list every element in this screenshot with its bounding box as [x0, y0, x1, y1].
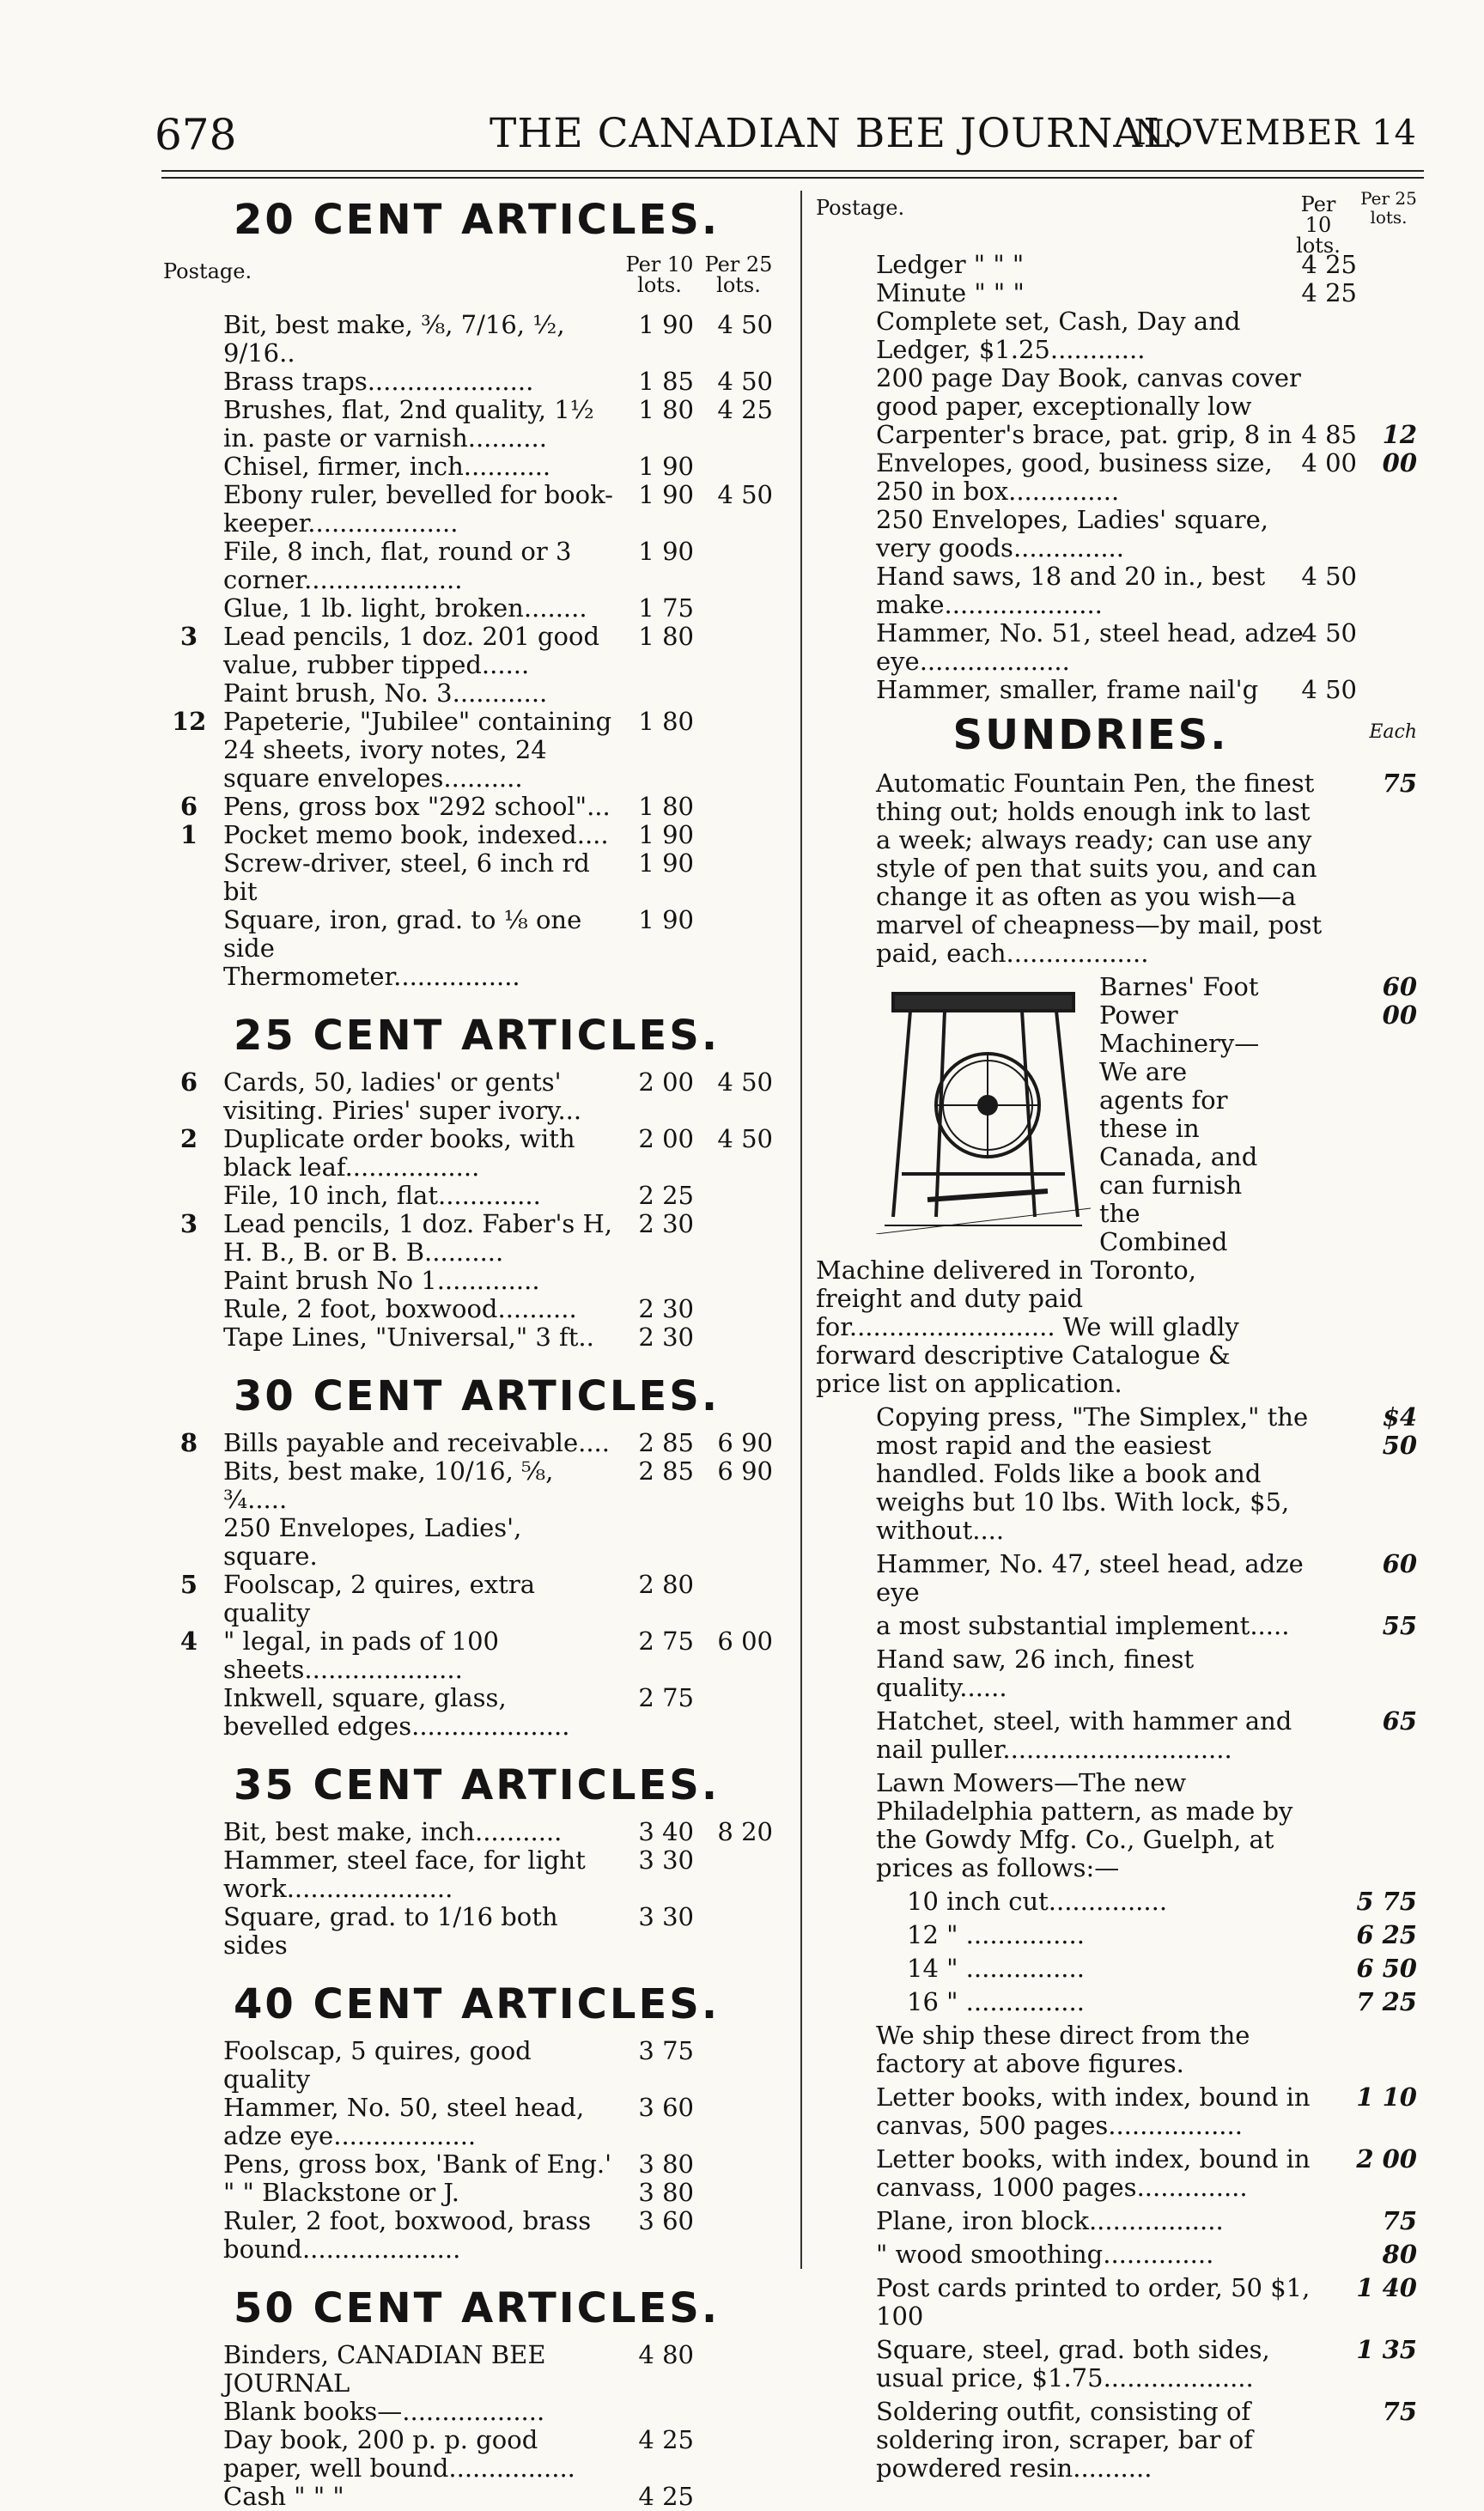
price-per-10: 1 90	[638, 848, 694, 878]
item-description: 10 inch cut...............	[907, 1887, 1168, 1916]
list-item	[816, 973, 1426, 1398]
list-item	[163, 2207, 790, 2264]
list-item	[163, 623, 790, 679]
item-description: Glue, 1 lb. light, broken........	[223, 593, 587, 623]
item-description: Letter books, with index, bound in canvas, 500 pages.................	[876, 2082, 1311, 2140]
list-item	[816, 2398, 1426, 2483]
list-item	[163, 821, 790, 849]
price-per-10: 2 85	[638, 1428, 694, 1457]
item-description: Lawn Mowers—The new Philadelphia pattern, as made by the Gowdy Mfg. Co., Guelph, at prices as follows:—	[876, 1768, 1293, 1882]
price-each: 5 75	[1356, 1887, 1417, 1916]
price-per-10: 4 25	[1301, 250, 1357, 279]
list-item	[163, 1323, 790, 1352]
item-description: Envelopes, good, business size, 250 in box..............	[876, 448, 1273, 506]
list-item	[163, 2037, 790, 2094]
item-description: Hammer, smaller, frame nail'g	[876, 675, 1259, 704]
item-description: 12 " ...............	[907, 1920, 1085, 1949]
list-item	[816, 251, 1426, 279]
list-item	[163, 1627, 790, 1684]
item-description: Ledger " " "	[876, 250, 1025, 279]
item-description: Foolscap, 2 quires, extra quality	[223, 1570, 535, 1627]
price-per-10: 4 25	[1301, 278, 1357, 307]
price-per-25: 6 90	[717, 1428, 773, 1457]
item-description: Blank books—..................	[223, 2397, 545, 2426]
price-each: $4 50	[1382, 1402, 1417, 1460]
page-number: 678	[155, 110, 237, 160]
item-description: Automatic Fountain Pen, the finest thing out; holds enough ink to last a week; always ready; can use any style of pen that suits you, and can change it as often as you wish—a marvel of cheapness—by mail, post paid, each..................	[876, 769, 1323, 968]
price-per-10: 2 30	[638, 1294, 694, 1323]
price-per-10: 1 90	[638, 537, 694, 566]
price-per-10: 3 75	[638, 2036, 694, 2065]
price-per-10: 1 90	[638, 820, 694, 849]
postage-value: 8	[179, 1428, 198, 1457]
each-label: Each	[1369, 721, 1417, 743]
list-item	[163, 906, 790, 963]
item-description: a most substantial implement.....	[876, 1611, 1290, 1640]
item-description: Bits, best make, 10/16, ⅝, ¾.....	[223, 1456, 554, 1514]
list-item	[163, 2398, 790, 2426]
price-per-10: 4 50	[1301, 618, 1357, 648]
price-per-10: 4 25	[638, 2425, 694, 2454]
postage-value: 12	[172, 707, 207, 736]
list-item	[816, 364, 1426, 421]
item-description: Inkwell, square, glass, bevelled edges....................	[223, 1683, 570, 1741]
price-per-25: 4 50	[717, 1067, 773, 1097]
list-item	[163, 1295, 790, 1323]
list-item	[816, 1612, 1426, 1640]
list-item	[163, 1429, 790, 1457]
list-item	[163, 679, 790, 708]
right-item-list	[816, 251, 1426, 704]
item-description: Letter books, with index, bound in canvass, 1000 pages..............	[876, 2144, 1311, 2202]
item-description: 200 page Day Book, canvas cover good paper, exceptionally low	[876, 363, 1301, 421]
list-item	[163, 849, 790, 906]
list-item	[163, 368, 790, 396]
item-description: Barnes' Foot Power Machinery—We are agents for these in Canada, and can furnish the Combined Machine delivered in Toronto, freight and duty paid for.......................... We will gladly forward descriptive Catalogue & price list on application.	[816, 973, 1260, 1398]
postage-value: 3	[179, 622, 198, 651]
item-description: Cash " " "	[223, 2482, 344, 2511]
item-description: " legal, in pads of 100 sheets....................	[223, 1626, 500, 1684]
price-per-25: 12 00	[1382, 420, 1417, 477]
right-column	[816, 189, 1426, 2488]
item-description: 250 Envelopes, Ladies' square, very goods..............	[876, 505, 1269, 562]
item-description: Hand saw, 26 inch, finest quality......	[876, 1645, 1195, 1702]
list-item	[816, 2145, 1426, 2202]
column-divider	[800, 191, 802, 2269]
price-per-10: 1 80	[638, 622, 694, 651]
left-column-head	[163, 252, 790, 311]
item-description: Foolscap, 5 quires, good quality	[223, 2036, 532, 2094]
price-per-10: 3 30	[638, 1845, 694, 1875]
section-title: 25 CENT ARTICLES.	[233, 1012, 721, 1060]
journal-title: THE CANADIAN BEE JOURNAL.	[490, 110, 1185, 157]
price-each: 2 00	[1356, 2144, 1417, 2174]
price-each: 1 35	[1356, 2335, 1417, 2364]
list-item	[163, 2094, 790, 2150]
price-per-10: 4 80	[638, 2340, 694, 2369]
item-description: Duplicate order books, with black leaf.................	[223, 1124, 575, 1182]
postage-label: Postage.	[163, 259, 252, 283]
per-25-label: Per 25 lots.	[1360, 188, 1417, 228]
price-per-25: 8 20	[717, 1817, 773, 1846]
list-item	[816, 2274, 1426, 2331]
item-description: Pens, gross box, 'Bank of Eng.'	[223, 2149, 612, 2179]
price-per-10: 4 00	[1301, 448, 1357, 477]
list-item	[816, 307, 1426, 364]
list-item	[163, 963, 790, 991]
item-description: Pocket memo book, indexed....	[223, 820, 609, 849]
item-description: " wood smoothing..............	[876, 2240, 1214, 2269]
price-per-25: 4 50	[717, 480, 773, 509]
price-per-10: 2 00	[638, 1067, 694, 1097]
list-item	[163, 1846, 790, 1903]
price-per-10: 3 80	[638, 2149, 694, 2179]
item-description: Hammer, No. 50, steel head, adze eye..................	[223, 2093, 585, 2150]
item-description: Complete set, Cash, Day and Ledger, $1.25............	[876, 307, 1241, 364]
price-each: 80	[1382, 2240, 1417, 2269]
price-per-10: 1 80	[638, 395, 694, 424]
item-description: 14 " ...............	[907, 1954, 1085, 1983]
list-item	[163, 1903, 790, 1960]
price-per-10: 2 80	[638, 1570, 694, 1599]
price-each: 60	[1382, 1549, 1417, 1578]
price-each: 7 25	[1356, 1987, 1417, 2016]
list-item	[816, 619, 1426, 676]
list-item	[163, 1457, 790, 1514]
item-description: File, 8 inch, flat, round or 3 corner....................	[223, 537, 572, 594]
list-item	[816, 1403, 1426, 1545]
postage-value: 3	[179, 1209, 198, 1238]
list-item	[816, 1921, 1426, 1949]
price-per-10: 3 30	[638, 1902, 694, 1931]
item-description: Hammer, No. 51, steel head, adze eye...................	[876, 618, 1304, 676]
price-per-10: 4 85	[1301, 420, 1357, 449]
list-item	[163, 594, 790, 623]
item-description: Bills payable and receivable....	[223, 1428, 610, 1457]
postage-value: 1	[179, 820, 198, 849]
item-description: Copying press, "The Simplex," the most rapid and the easiest handled. Folds like a book and weighs but 10 lbs. With lock, $5, without....	[876, 1402, 1309, 1545]
item-description: Lead pencils, 1 doz. 201 good value, rubber tipped......	[223, 622, 600, 679]
item-description: Paint brush No 1.............	[223, 1266, 540, 1295]
list-item	[163, 1125, 790, 1182]
price-per-10: 1 90	[638, 452, 694, 481]
price-per-10: 3 80	[638, 2178, 694, 2207]
item-description: Pens, gross box "292 school"...	[223, 792, 611, 821]
sundries-title: SUNDRIES.	[952, 711, 1229, 759]
section-title: 20 CENT ARTICLES.	[233, 196, 721, 244]
price-per-10: 1 75	[638, 593, 694, 623]
per-10-label: Per 10 lots.	[1296, 192, 1341, 258]
list-item	[163, 1210, 790, 1267]
section-title: 40 CENT ARTICLES.	[233, 1980, 721, 2028]
price-each: 75	[1382, 2397, 1417, 2426]
price-each: 6 25	[1356, 1920, 1417, 1949]
list-item	[163, 708, 790, 793]
list-item	[816, 1988, 1426, 2016]
list-item	[163, 2150, 790, 2179]
section-title: 50 CENT ARTICLES.	[233, 2284, 721, 2332]
header-rule-thin	[161, 177, 1424, 179]
foot-power-machine-illustration	[876, 976, 1091, 1234]
per-25-label: Per 25 lots.	[704, 252, 773, 297]
price-per-25: 4 50	[717, 310, 773, 339]
price-per-10: 2 30	[638, 1322, 694, 1352]
item-description: Hatchet, steel, with hammer and nail puller.............................	[876, 1706, 1292, 1764]
item-description: " " Blackstone or J.	[223, 2178, 459, 2207]
price-per-10: 3 60	[638, 2206, 694, 2235]
list-item	[816, 1888, 1426, 1916]
price-each: 60 00	[1382, 973, 1417, 1030]
item-description: Hammer, steel face, for light work.....................	[223, 1845, 586, 1903]
per-10-label: Per 10 lots.	[625, 252, 694, 297]
left-column	[163, 189, 790, 2511]
item-description: 250 Envelopes, Ladies', square.	[223, 1513, 522, 1571]
item-description: Tape Lines, "Universal," 3 ft..	[223, 1322, 594, 1352]
section-title: 30 CENT ARTICLES.	[233, 1372, 721, 1420]
list-item	[816, 676, 1426, 704]
price-per-10: 2 25	[638, 1181, 694, 1210]
postage-value: 6	[179, 792, 198, 821]
price-per-25: 6 00	[717, 1626, 773, 1656]
item-description: Carpenter's brace, pat. grip, 8 in	[876, 420, 1292, 449]
price-per-10: 1 80	[638, 707, 694, 736]
list-item	[163, 311, 790, 368]
item-description: Bit, best make, ⅜, 7/16, ½, 9/16..	[223, 310, 565, 368]
item-description: Square, grad. to 1/16 both sides	[223, 1902, 558, 1960]
sundries-heading	[816, 704, 1426, 764]
item-description: Hammer, No. 47, steel head, adze eye	[876, 1549, 1304, 1607]
list-item	[163, 1818, 790, 1846]
list-item	[816, 1550, 1426, 1607]
price-per-25: 4 50	[717, 367, 773, 396]
page-header	[155, 110, 1417, 161]
sundries-list	[816, 769, 1426, 2483]
price-each: 75	[1382, 2206, 1417, 2235]
price-per-10: 1 90	[638, 905, 694, 934]
price-per-10: 4 25	[638, 2482, 694, 2511]
list-item	[163, 1571, 790, 1627]
list-item	[816, 769, 1426, 968]
price-per-10: 2 75	[638, 1683, 694, 1712]
price-per-10: 4 50	[1301, 675, 1357, 704]
price-per-10: 2 00	[638, 1124, 694, 1153]
list-item	[816, 279, 1426, 307]
price-per-10: 1 85	[638, 367, 694, 396]
item-description: Cards, 50, ladies' or gents' visiting. Piries' super ivory...	[223, 1067, 582, 1125]
list-item	[816, 1955, 1426, 1983]
list-item	[816, 2207, 1426, 2235]
item-description: Square, iron, grad. to ⅛ one side	[223, 905, 582, 963]
price-each: 1 40	[1356, 2273, 1417, 2302]
list-item	[816, 2240, 1426, 2269]
list-item	[163, 481, 790, 538]
item-description: Plane, iron block.................	[876, 2206, 1224, 2235]
item-description: Post cards printed to order, 50 $1, 100	[876, 2273, 1311, 2331]
price-each: 55	[1382, 1611, 1417, 1640]
list-item	[816, 1769, 1426, 1882]
list-item	[163, 1182, 790, 1210]
item-description: Square, steel, grad. both sides, usual price, $1.75...................	[876, 2335, 1270, 2392]
item-description: We ship these direct from the factory at above figures.	[876, 2021, 1250, 2078]
list-item	[163, 793, 790, 821]
list-item	[163, 2179, 790, 2207]
price-each: 65	[1382, 1706, 1417, 1736]
price-per-10: 1 80	[638, 792, 694, 821]
price-per-25: 6 90	[717, 1456, 773, 1486]
list-item	[163, 2426, 790, 2483]
price-each: 1 10	[1356, 2082, 1417, 2112]
price-each: 75	[1382, 769, 1417, 798]
postage-value: 5	[179, 1570, 198, 1599]
header-rule	[161, 170, 1424, 172]
item-description: Chisel, firmer, inch...........	[223, 452, 551, 481]
item-description: Thermometer................	[223, 962, 520, 991]
item-description: Hand saws, 18 and 20 in., best make....................	[876, 562, 1266, 619]
item-description: Day book, 200 p. p. good paper, well bound................	[223, 2425, 575, 2483]
list-item	[163, 1684, 790, 1741]
item-description: Brushes, flat, 2nd quality, 1½ in. paste or varnish..........	[223, 395, 594, 453]
item-description: Ebony ruler, bevelled for book-keeper...................	[223, 480, 613, 538]
list-item	[816, 2022, 1426, 2078]
price-per-25: 4 50	[717, 1124, 773, 1153]
list-item	[163, 453, 790, 481]
list-item	[163, 1514, 790, 1571]
item-description: Papeterie, "Jubilee" containing 24 sheets, ivory notes, 24 square envelopes..........	[223, 707, 612, 793]
price-per-10: 3 40	[638, 1817, 694, 1846]
list-item	[163, 396, 790, 453]
price-per-10: 3 60	[638, 2093, 694, 2122]
postage-value: 2	[179, 1124, 198, 1153]
postage-value: 6	[179, 1067, 198, 1097]
price-per-25: 4 25	[717, 395, 773, 424]
list-item	[163, 2483, 790, 2511]
list-item	[816, 2083, 1426, 2140]
list-item	[816, 1645, 1426, 1702]
list-item	[816, 506, 1426, 562]
list-item	[163, 538, 790, 594]
item-description: Ruler, 2 foot, boxwood, brass bound....................	[223, 2206, 592, 2264]
list-item	[163, 2341, 790, 2398]
price-each: 6 50	[1356, 1954, 1417, 1983]
item-description: Brass traps.....................	[223, 367, 534, 396]
price-per-10: 1 90	[638, 310, 694, 339]
item-description: File, 10 inch, flat.............	[223, 1181, 541, 1210]
issue-month: NOVEMBER 14	[1134, 113, 1417, 153]
item-description: Binders, CANADIAN BEE JOURNAL	[223, 2340, 546, 2398]
item-description: 16 " ...............	[907, 1987, 1085, 2016]
list-item	[816, 562, 1426, 619]
price-per-10: 1 90	[638, 480, 694, 509]
list-item	[163, 1267, 790, 1295]
price-per-10: 2 30	[638, 1209, 694, 1238]
list-item	[816, 449, 1426, 506]
postage-value: 4	[179, 1626, 198, 1656]
item-description: Lead pencils, 1 doz. Faber's H, H. B., B. or B. B..........	[223, 1209, 613, 1267]
item-description: Paint brush, No. 3............	[223, 678, 548, 708]
item-description: Rule, 2 foot, boxwood..........	[223, 1294, 577, 1323]
item-description: Bit, best make, inch...........	[223, 1817, 563, 1846]
item-description: Screw-driver, steel, 6 inch rd bit	[223, 848, 590, 906]
list-item	[816, 1707, 1426, 1764]
item-description: Soldering outfit, consisting of soldering iron, scraper, bar of powdered resin..........	[876, 2397, 1253, 2483]
right-column-head	[816, 188, 1426, 258]
list-item	[163, 1068, 790, 1125]
price-per-10: 4 50	[1301, 562, 1357, 591]
price-per-10: 2 85	[638, 1456, 694, 1486]
price-per-10: 2 75	[638, 1626, 694, 1656]
item-description: Minute " " "	[876, 278, 1025, 307]
postage-label: Postage.	[816, 196, 905, 220]
list-item	[816, 2336, 1426, 2392]
section-title: 35 CENT ARTICLES.	[233, 1761, 721, 1809]
